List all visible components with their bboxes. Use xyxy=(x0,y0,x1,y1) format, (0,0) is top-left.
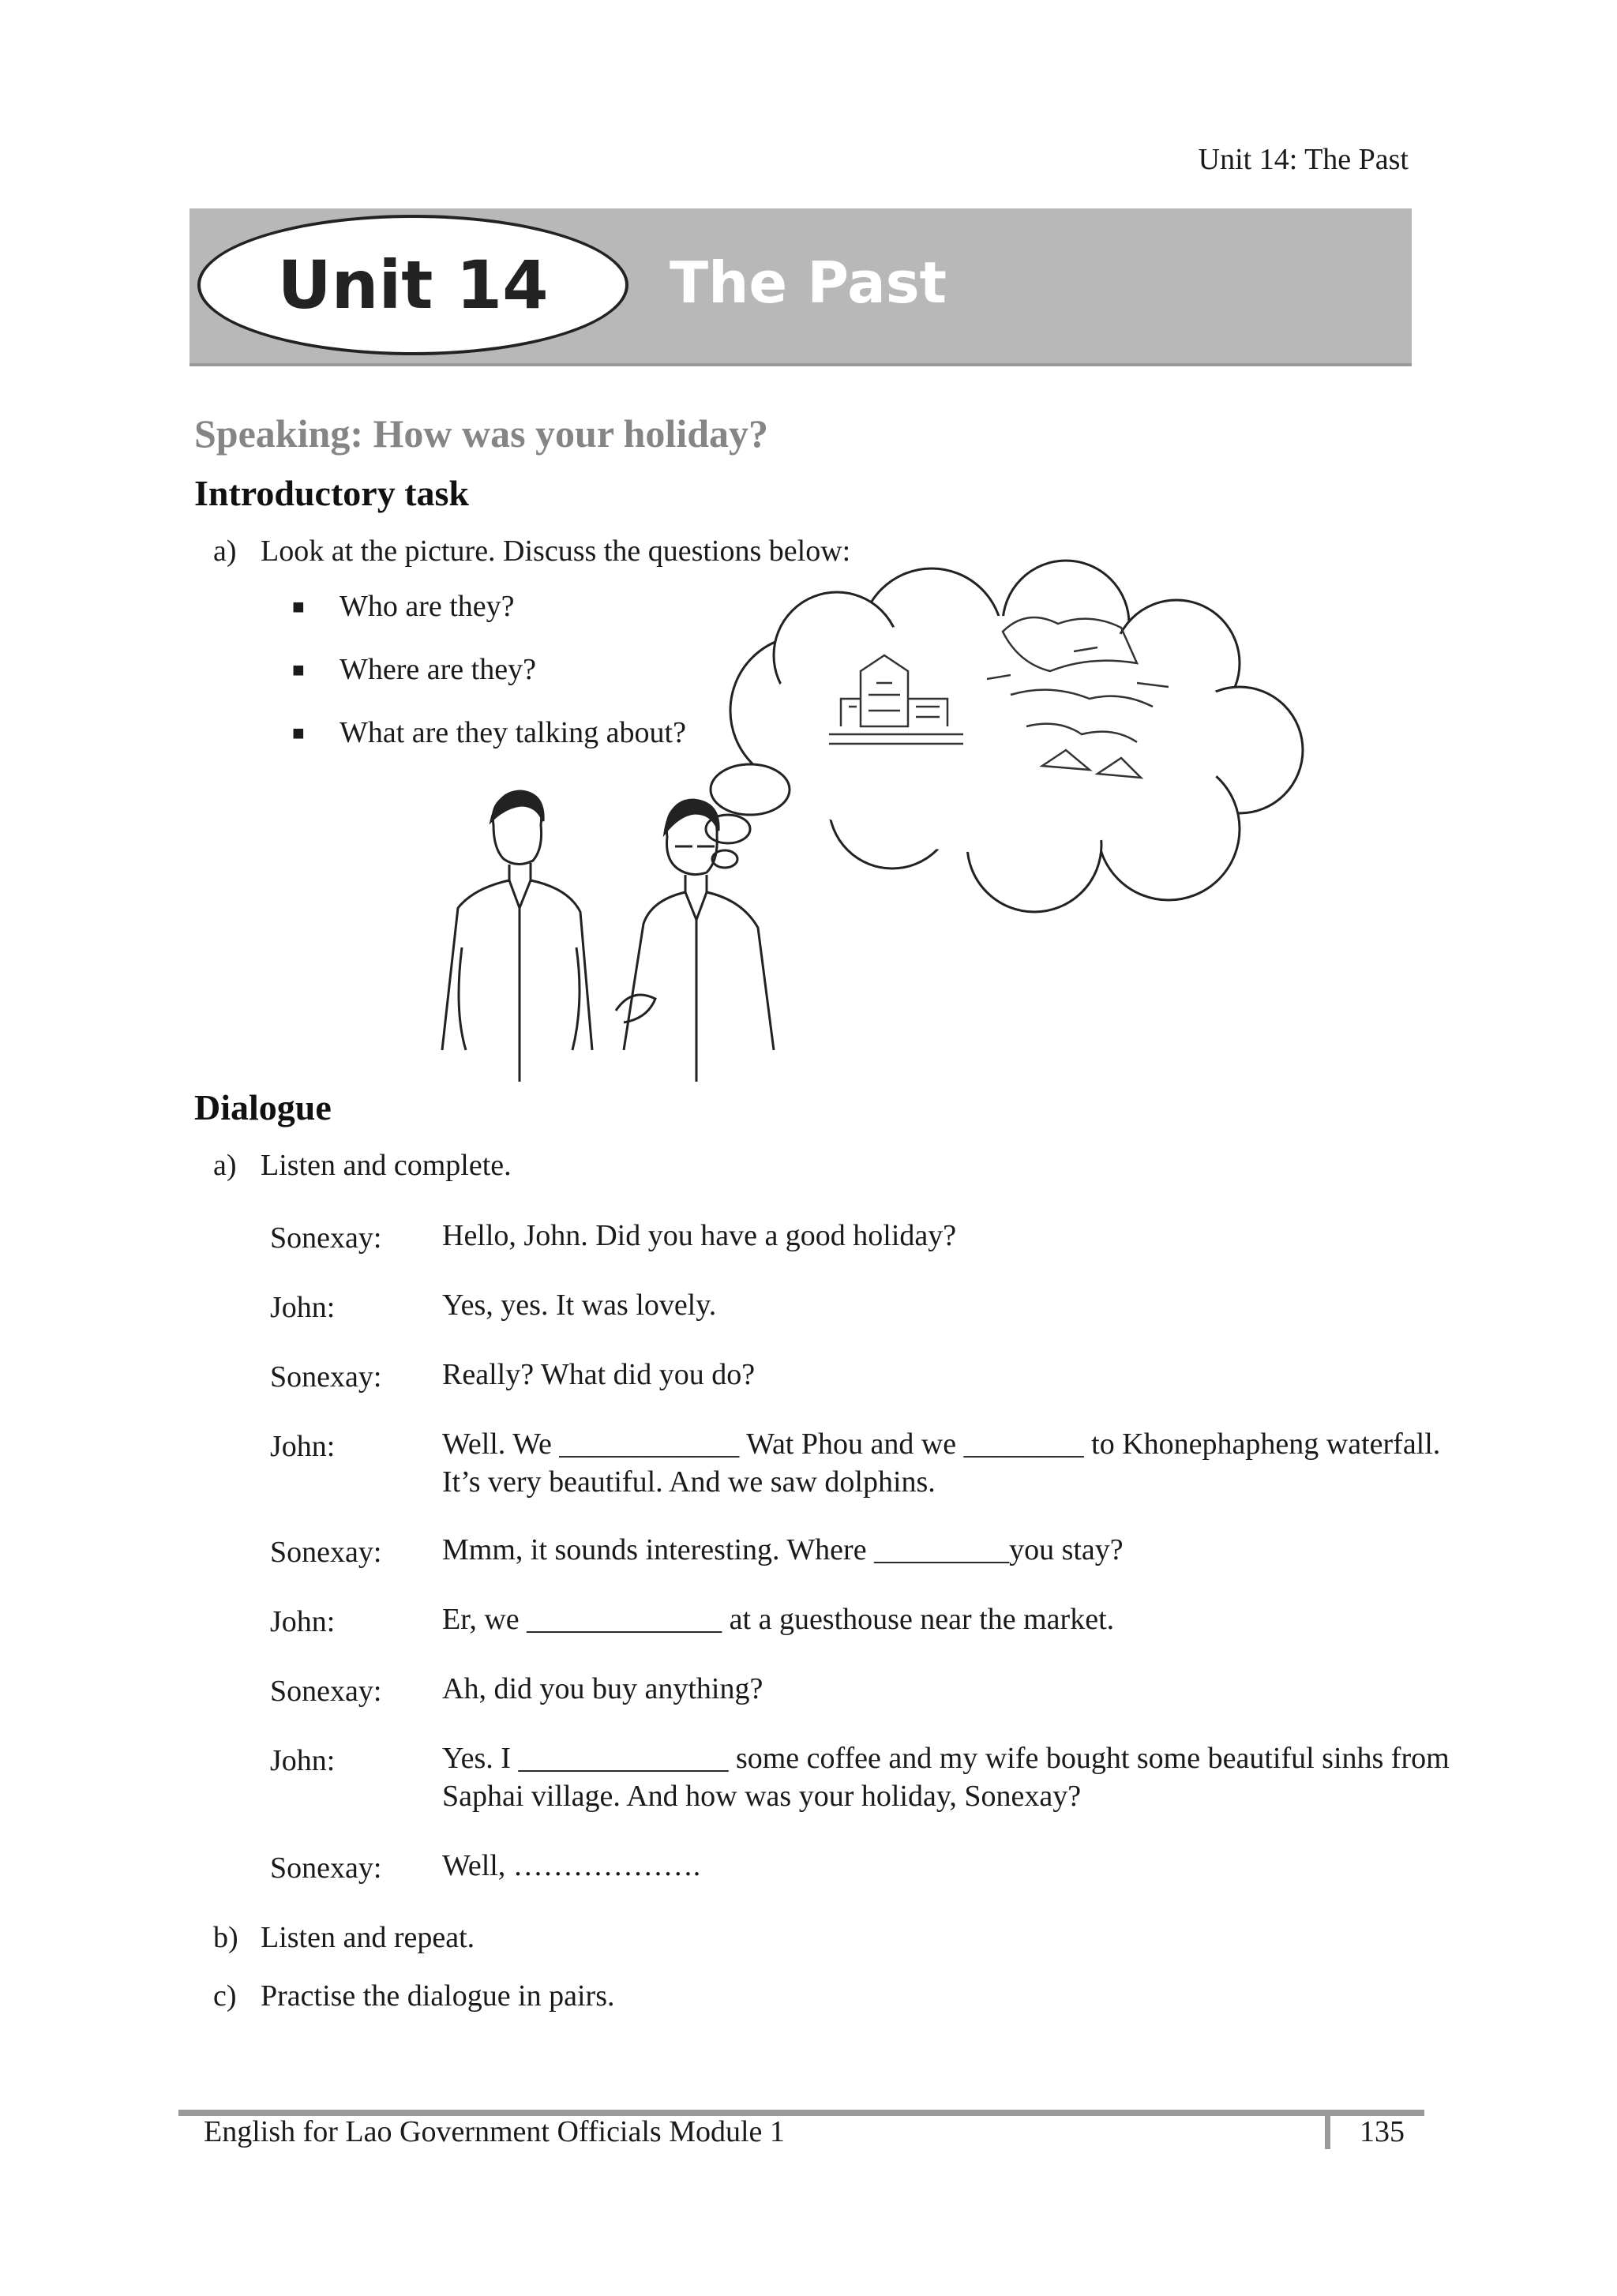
footer-divider xyxy=(1325,2111,1330,2149)
dialogue-speaker: John: xyxy=(270,1291,336,1324)
unit-label: Unit 14 xyxy=(277,246,549,324)
footer-book-title: English for Lao Government Officials Module 1 xyxy=(204,2115,785,2148)
dialogue-line: Ah, did you buy anything? xyxy=(442,1672,763,1705)
man-left xyxy=(442,791,592,1082)
dialogue-speaker: Sonexay: xyxy=(270,1851,382,1885)
task-b-text: Listen and repeat. xyxy=(261,1921,475,1954)
task-c-marker: c) xyxy=(213,1979,237,2013)
dialogue-line: Well. We ____________ Wat Phou and we ________ to Khonephapheng waterfall. It’s very beautiful. And we saw dolphins. xyxy=(442,1427,1441,1499)
task-a-marker: a) xyxy=(213,535,237,568)
dialogue-speaker: John: xyxy=(270,1744,336,1777)
dialogue-line: Mmm, it sounds interesting. Where _________you stay? xyxy=(442,1533,1124,1566)
question-item: What are they talking about? xyxy=(340,716,686,749)
section-title: Speaking: How was your holiday? xyxy=(194,411,769,456)
question-item: Where are they? xyxy=(340,653,536,686)
dialogue-task-a-text: Listen and complete. xyxy=(261,1149,512,1182)
dialogue-speaker: Sonexay: xyxy=(270,1675,382,1708)
dialogue-speaker: Sonexay: xyxy=(270,1536,382,1569)
thought-cloud xyxy=(730,561,1303,912)
task-b-marker: b) xyxy=(213,1921,238,1954)
man-right xyxy=(616,800,774,1082)
dialogue-line: Hello, John. Did you have a good holiday? xyxy=(442,1219,957,1252)
running-header: Unit 14: The Past xyxy=(1198,143,1409,176)
bullet-icon: ■ xyxy=(292,722,305,745)
dialogue-heading: Dialogue xyxy=(194,1087,332,1127)
dialogue-speaker: John: xyxy=(270,1430,336,1463)
task-c-text: Practise the dialogue in pairs. xyxy=(261,1979,615,2013)
dialogue-illustration xyxy=(379,537,1405,1090)
dialogue-task-a-marker: a) xyxy=(213,1149,237,1182)
unit-oval xyxy=(197,215,628,355)
bullet-icon: ■ xyxy=(292,595,305,618)
page-number: 135 xyxy=(1360,2115,1405,2148)
dialogue-line: Er, we _____________ at a guesthouse near the market. xyxy=(442,1603,1115,1636)
dialogue-line: Well, ………………. xyxy=(442,1849,701,1882)
intro-heading: Introductory task xyxy=(194,473,470,513)
dialogue-speaker: John: xyxy=(270,1605,336,1638)
unit-title: The Past xyxy=(670,249,947,316)
dialogue-line: Yes, yes. It was lovely. xyxy=(442,1289,717,1322)
bullet-icon: ■ xyxy=(292,658,305,681)
dialogue-speaker: Sonexay: xyxy=(270,1221,382,1255)
task-a-text: Look at the picture. Discuss the questions below: xyxy=(261,535,851,568)
question-item: Who are they? xyxy=(340,590,515,623)
dialogue-speaker: Sonexay: xyxy=(270,1360,382,1394)
dialogue-line: Yes. I ______________ some coffee and my wife bought some beautiful sinhs from Saphai village. And how was your holiday, Sonexay? xyxy=(442,1742,1450,1813)
dialogue-line: Really? What did you do? xyxy=(442,1358,756,1391)
